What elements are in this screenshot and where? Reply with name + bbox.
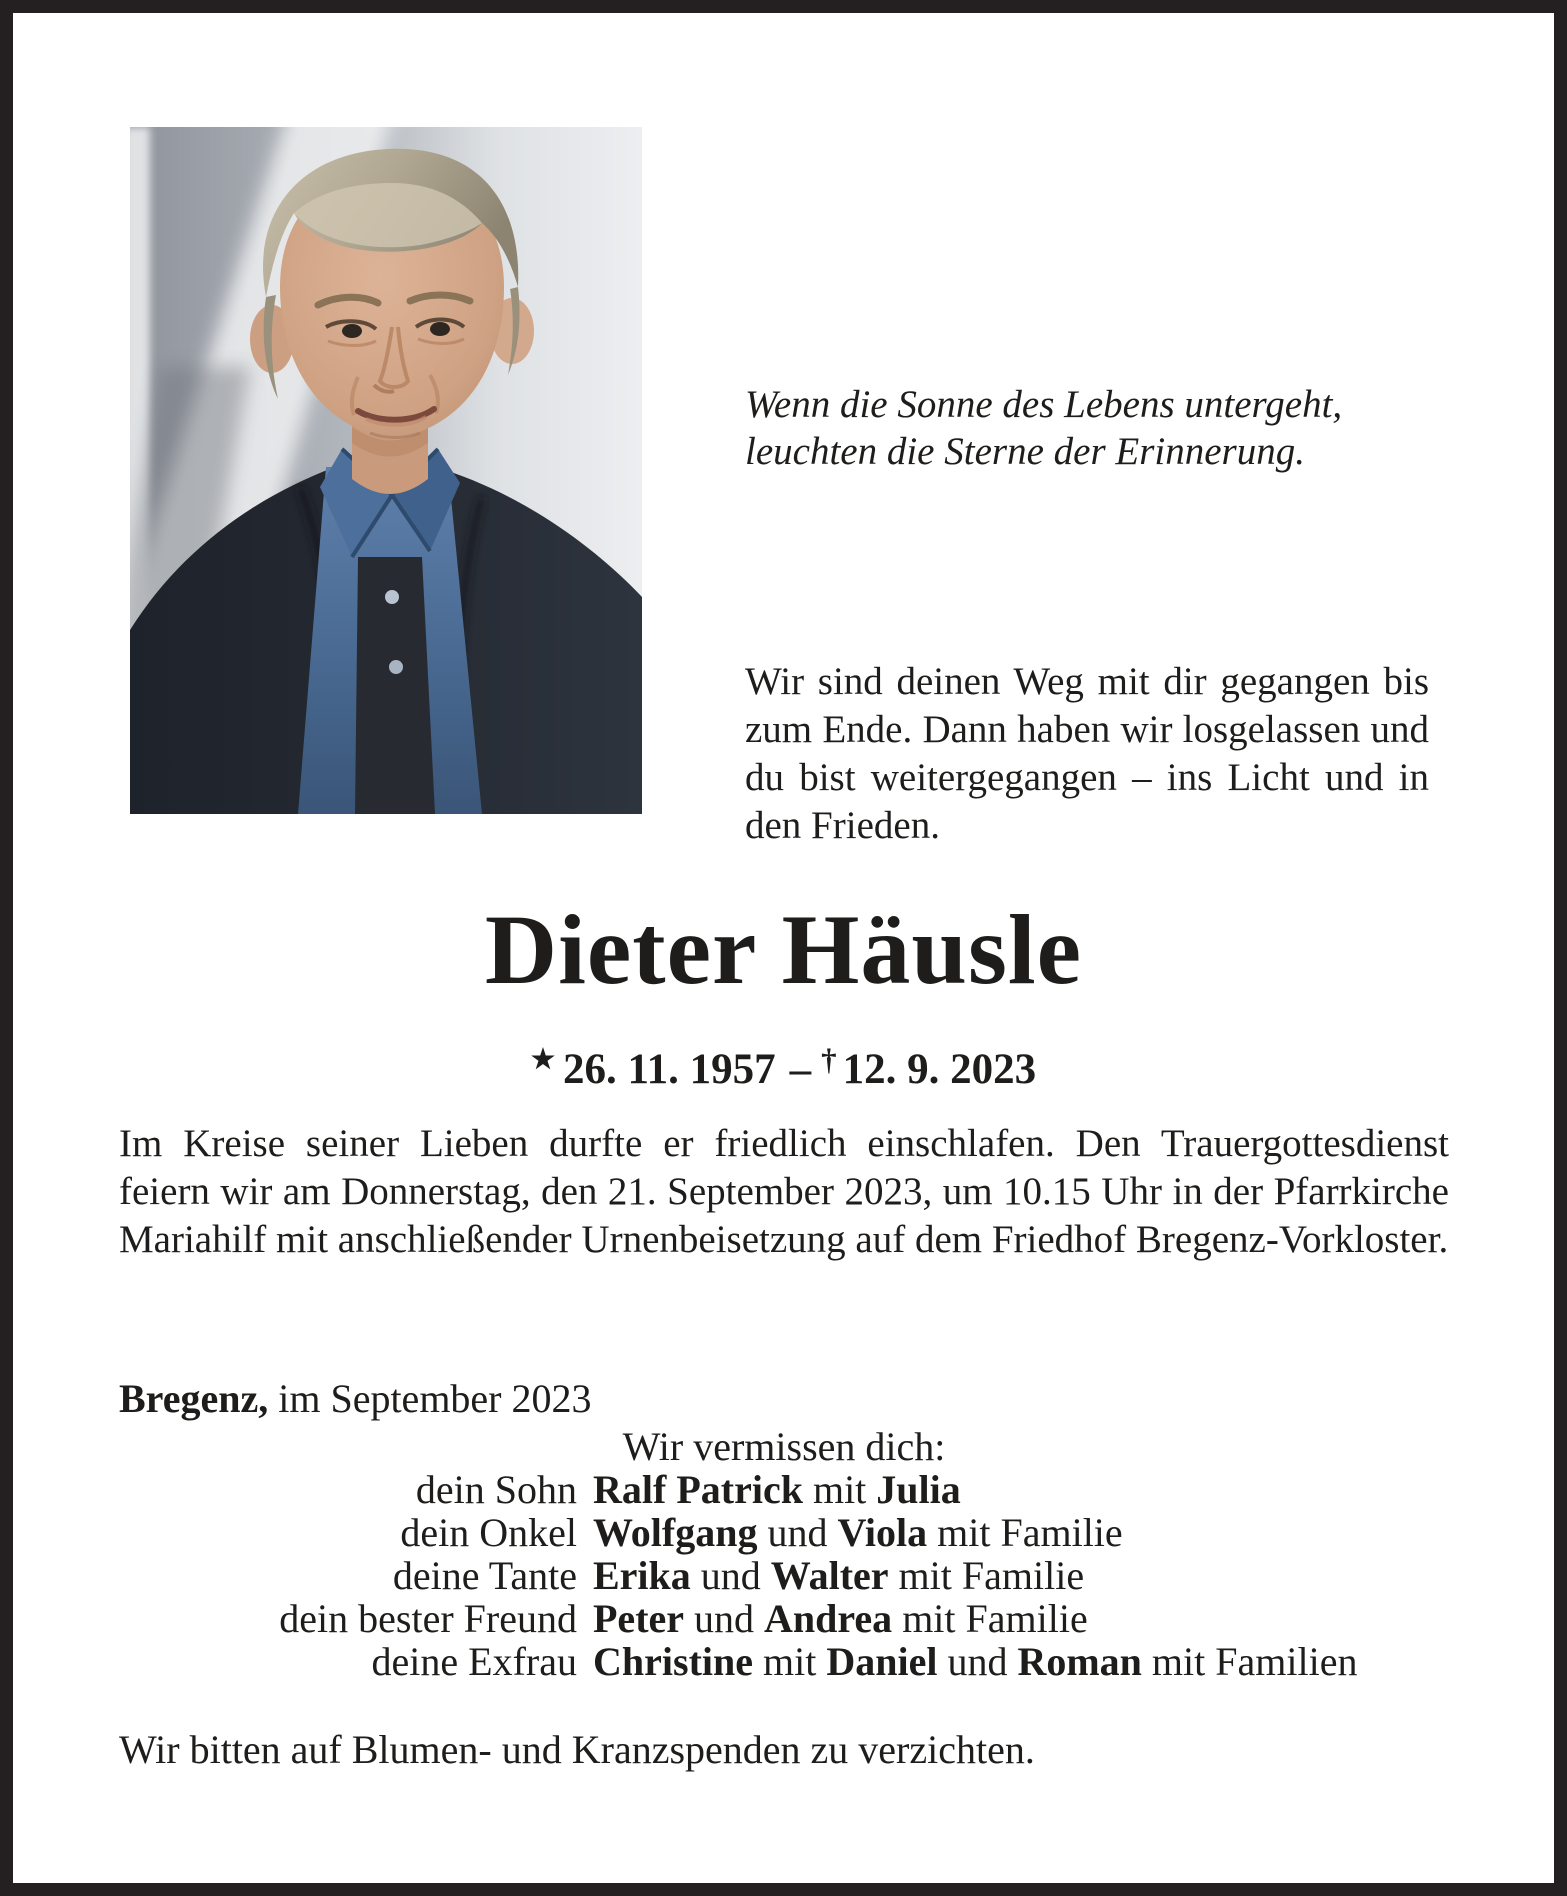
death-date: 12. 9. 2023 — [842, 1046, 1037, 1093]
portrait-illustration — [130, 127, 642, 814]
farewell-text: Wir sind deinen Weg mit dir gegangen bis zum Ende. Dann haben wir losgelassen und du bist weitergegangen – ins Licht und in den Frieden. — [745, 660, 1429, 847]
mourner-names: Wolfgang und Viola mit Familie — [593, 1510, 1123, 1555]
closing-request: Wir bitten auf Blumen- und Kranzspenden zu verzichten. — [119, 1727, 1035, 1772]
life-dates — [13, 1033, 1554, 1096]
epigraph — [745, 381, 1465, 475]
mourner-row — [119, 1597, 1449, 1640]
dateline — [119, 1375, 592, 1423]
mourner-row — [119, 1554, 1449, 1597]
epigraph-line-2: leuchten die Sterne der Erinnerung. — [745, 430, 1305, 473]
deceased-name: Dieter Häusle — [484, 894, 1083, 1005]
mourner-names: Ralf Patrick mit Julia — [593, 1467, 961, 1512]
mourner-role: dein bester Freund — [279, 1596, 577, 1641]
dateline-date: im September 2023 — [268, 1376, 592, 1421]
epigraph-line-1: Wenn die Sonne des Lebens untergeht, — [745, 383, 1343, 426]
funeral-announcement: Im Kreise seiner Lieben durfte er friedlich einschlafen. Den Trauergottesdienst feiern wir am Donnerstag, den 21. September 2023, um 10.15 Uhr in der Pfarrkirche Mariahilf mit anschließender Urnenbeisetzung auf dem Friedhof Bregenz-Vorkloster. — [119, 1122, 1449, 1261]
birth-star-icon: ★ — [530, 1044, 556, 1074]
date-separator: – — [789, 1046, 812, 1093]
mourner-role: dein Sohn — [415, 1467, 577, 1512]
death-cross-icon: † — [821, 1042, 837, 1077]
mourner-names: Peter und Andrea mit Familie — [593, 1596, 1088, 1641]
birth-date: 26. 11. 1957 — [563, 1046, 776, 1093]
mourner-names: Christine mit Daniel und Roman mit Familien — [593, 1639, 1358, 1684]
mourner-role: deine Exfrau — [371, 1639, 577, 1684]
mourners-heading: Wir vermissen dich: — [622, 1424, 946, 1469]
mourner-row — [119, 1468, 1449, 1511]
mourner-role: deine Tante — [392, 1553, 577, 1598]
mourner-row — [119, 1640, 1449, 1683]
portrait-photo — [130, 127, 642, 814]
mourner-role: dein Onkel — [400, 1510, 577, 1555]
mourner-names: Erika und Walter mit Familie — [593, 1553, 1085, 1598]
dateline-place: Bregenz, — [119, 1376, 269, 1421]
mourners-list — [119, 1468, 1449, 1683]
mourner-row — [119, 1511, 1449, 1554]
